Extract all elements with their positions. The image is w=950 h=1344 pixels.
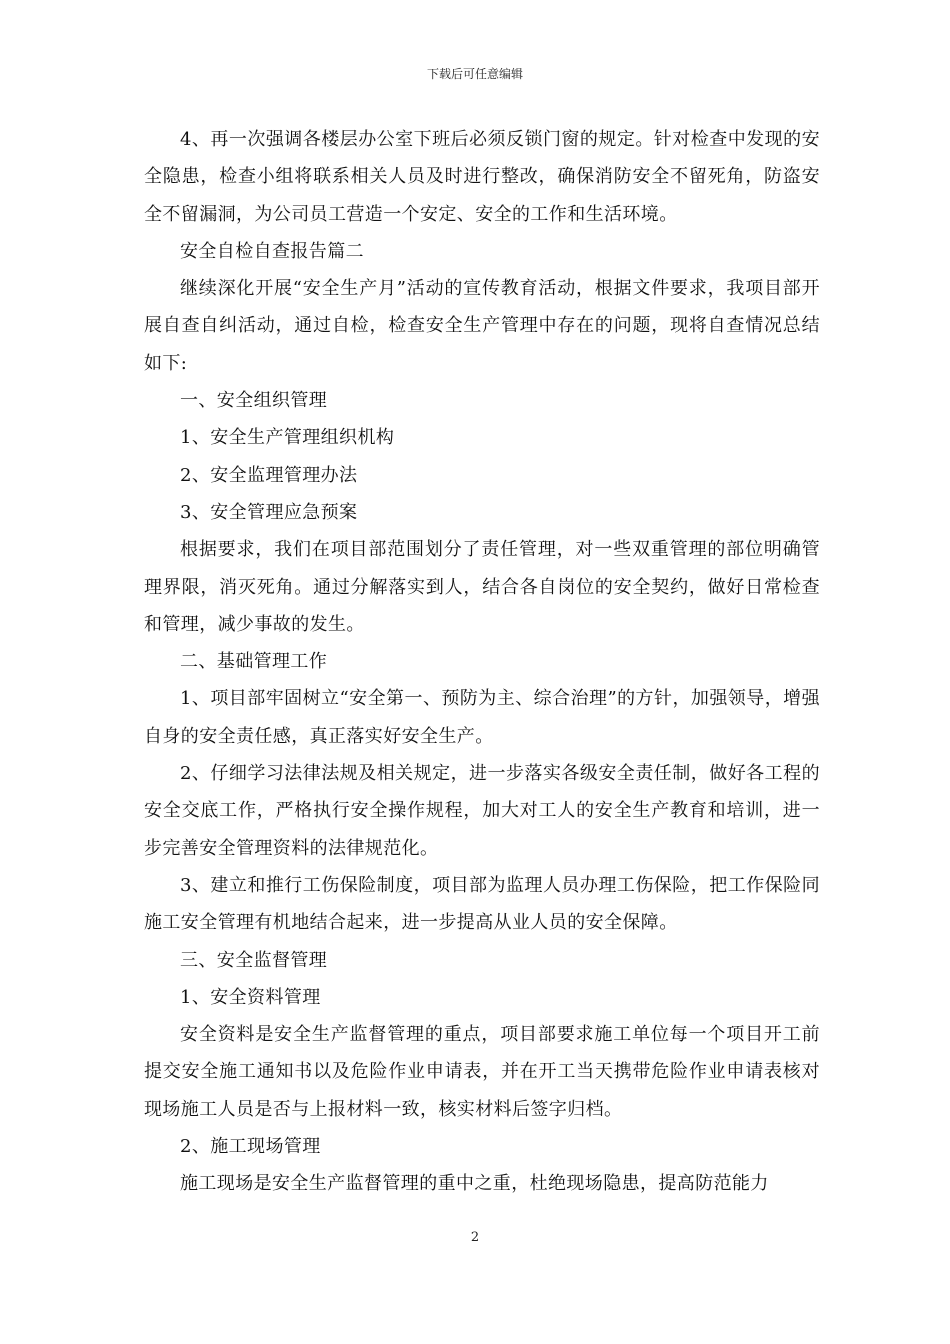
list-item-site-management: 2、施工现场管理 bbox=[180, 1136, 321, 1158]
paragraph-basic-1: 1、项目部牢固树立“安全第一、预防为主、综合治理”的方针，加强领导，增强自身的安全责任感，真正落实好安全生产。 bbox=[144, 688, 820, 747]
paragraph-safety-records: 安全资料是安全生产监督管理的重点，项目部要求施工单位每一个项目开工前提交安全施工通知书以及危险作业申请表，并在开工当天携带危险作业申请表核对现场施工人员是否与上报材料一致，核实材料后签字归档。 bbox=[144, 1024, 820, 1120]
list-item-org-structure: 1、安全生产管理组织机构 bbox=[180, 427, 395, 449]
list-item-safety-records: 1、安全资料管理 bbox=[180, 986, 321, 1008]
paragraph-basic-3: 3、建立和推行工伤保险制度，项目部为监理人员办理工伤保险，把工作保险同施工安全管理有机地结合起来，进一步提高从业人员的安全保障。 bbox=[144, 874, 820, 934]
section-title-report-2: 安全自检自查报告篇二 bbox=[180, 240, 364, 262]
paragraph-item-4: 4、再一次强调各楼层办公室下班后必须反锁门窗的规定。针对检查中发现的安全隐患，检查小组将联系相关人员及时进行整改，确保消防安全不留死角，防盗安全不留漏洞，为公司员工营造一个安定、安全的工作和生活环境。 bbox=[144, 129, 820, 225]
paragraph-intro: 继续深化开展“安全生产月”活动的宣传教育活动，根据文件要求，我项目部开展自查自纠活动，通过自检，检查安全生产管理中存在的问题，现将自查情况总结如下: bbox=[144, 278, 820, 374]
document-body bbox=[144, 121, 820, 1203]
list-item-emergency-plan: 3、安全管理应急预案 bbox=[180, 501, 358, 523]
heading-safety-supervision: 三、安全监督管理 bbox=[180, 949, 328, 971]
paragraph-responsibility: 根据要求，我们在项目部范围划分了责任管理，对一些双重管理的部位明确管理界限，消灭死角。通过分解落实到人，结合各自岗位的安全契约，做好日常检查和管理，减少事故的发生。 bbox=[144, 539, 820, 635]
paragraph-site-management: 施工现场是安全生产监督管理的重中之重，杜绝现场隐患，提高防范能力 bbox=[180, 1173, 769, 1195]
heading-basic-management: 二、基础管理工作 bbox=[180, 651, 328, 673]
paragraph-basic-2: 2、仔细学习法律法规及相关规定，进一步落实各级安全责任制，做好各工程的安全交底工作，严格执行安全操作规程，加大对工人的安全生产教育和培训，进一步完善安全管理资料的法律规范化。 bbox=[144, 763, 820, 859]
heading-safety-organization: 一、安全组织管理 bbox=[180, 390, 328, 412]
page-header: 下载后可任意编辑 bbox=[426, 67, 523, 81]
page-number: 2 bbox=[470, 1230, 480, 1245]
list-item-supervision-method: 2、安全监理管理办法 bbox=[180, 464, 358, 486]
